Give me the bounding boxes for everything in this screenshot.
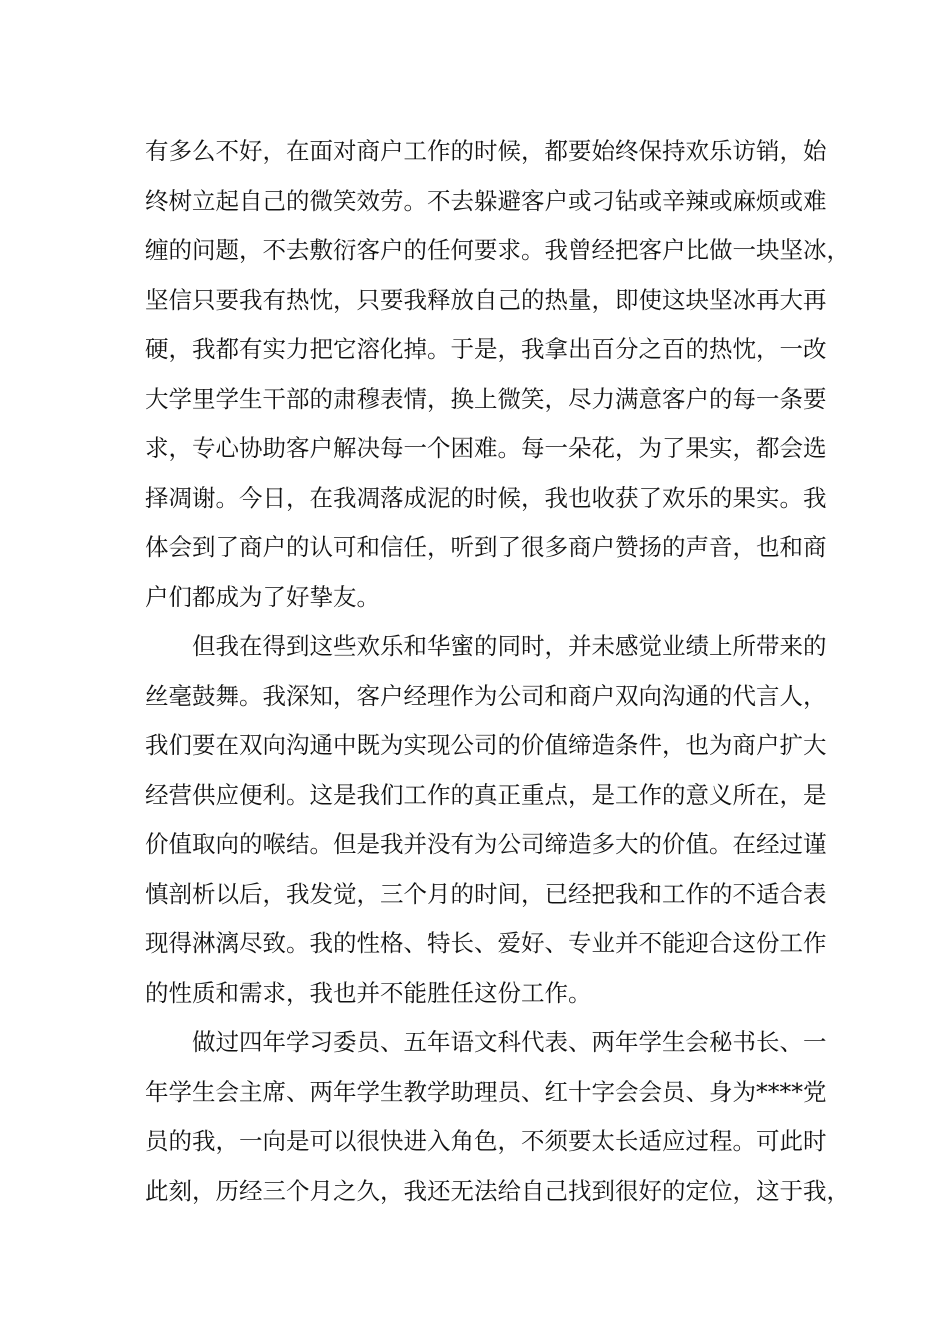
paragraph-2 (145, 622, 827, 1018)
text-line: 此刻，历经三个月之久，我还无法给自己找到很好的定位，这于我， (145, 1176, 850, 1205)
text-line: 户们都成为了好挚友。 (145, 582, 380, 611)
document-body (145, 127, 850, 1216)
text-line: 员的我，一向是可以很快进入角色，不须要太长适应过程。可此时 (145, 1127, 827, 1155)
text-line: 丝毫鼓舞。我深知，客户经理作为公司和商户双向沟通的代言人， (145, 681, 827, 710)
text-line: 体会到了商户的认可和信任，听到了很多商户赞扬的声音，也和商 (145, 533, 827, 561)
text-line: 有多么不好，在面对商户工作的时候，都要始终保持欢乐访销，始 (145, 137, 827, 165)
text-line: 终树立起自己的微笑效劳。不去躲避客户或刁钻或辛辣或麻烦或难 (145, 186, 827, 215)
text-line: 求，专心协助客户解决每一个困难。每一朵花，为了果实，都会选 (145, 434, 827, 462)
text-line: 做过四年学习委员、五年语文科代表、两年学生会秘书长、一 (192, 1028, 827, 1056)
text-line: 慎剖析以后，我发觉，三个月的时间，已经把我和工作的不适合表 (145, 879, 827, 908)
text-line: 缠的问题，不去敷衍客户的任何要求。我曾经把客户比做一块坚冰， (145, 236, 850, 264)
paragraph-1 (145, 127, 850, 622)
text-line: 择凋谢。今日，在我凋落成泥的时候，我也收获了欢乐的果实。我 (145, 483, 827, 512)
text-line: 现得淋漓尽致。我的性格、特长、爱好、专业并不能迎合这份工作 (145, 929, 827, 957)
text-line: 但我在得到这些欢乐和华蜜的同时，并未感觉业绩上所带来的 (192, 632, 827, 660)
text-line: 年学生会主席、两年学生教学助理员、红十字会会员、身为****党 (145, 1077, 827, 1106)
text-line: 坚信只要我有热忱，只要我释放自己的热量，即使这块坚冰再大再 (145, 285, 827, 314)
text-line: 的性质和需求，我也并不能胜任这份工作。 (145, 978, 592, 1007)
text-line: 我们要在双向沟通中既为实现公司的价值缔造条件，也为商户扩大 (145, 731, 827, 759)
text-line: 价值取向的喉结。但是我并没有为公司缔造多大的价值。在经过谨 (145, 830, 827, 858)
text-line: 硬，我都有实力把它溶化掉。于是，我拿出百分之百的热忱，一改 (145, 335, 827, 363)
text-line: 经营供应便利。这是我们工作的真正重点，是工作的意义所在，是 (145, 780, 827, 809)
paragraph-3 (145, 1018, 850, 1216)
text-line: 大学里学生干部的肃穆表情，换上微笑，尽力满意客户的每一条要 (145, 384, 827, 413)
